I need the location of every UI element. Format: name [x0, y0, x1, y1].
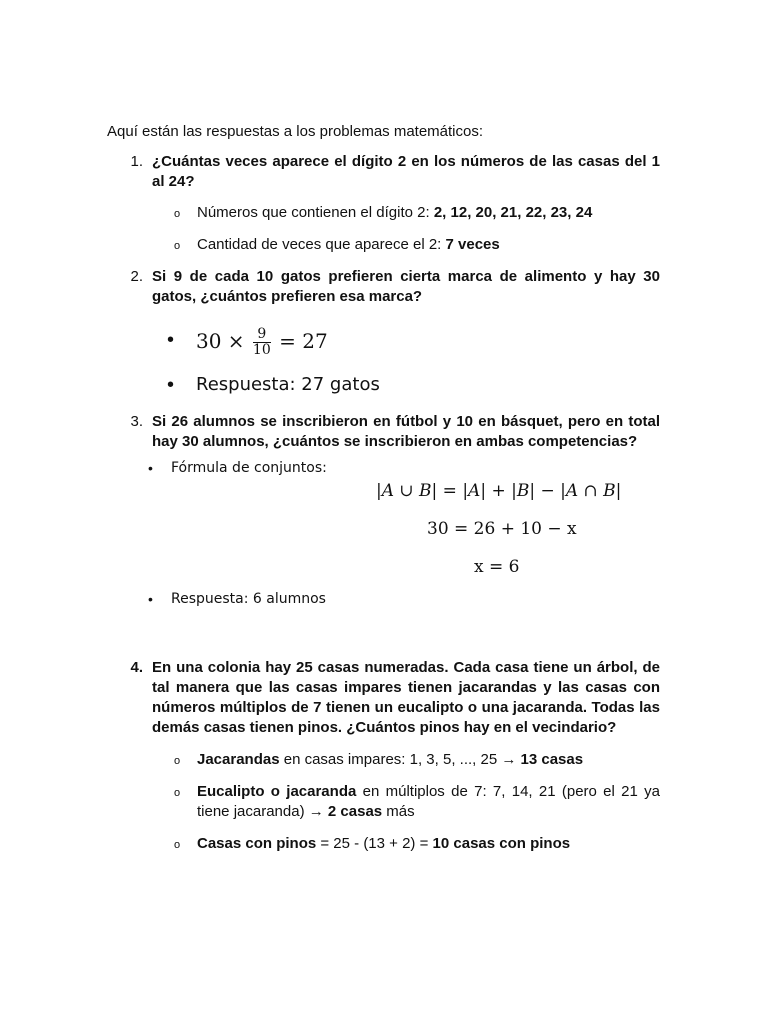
q1-item-digits — [197, 203, 592, 223]
q4-item3-text: = 25 - (13 + 2) = — [316, 835, 433, 852]
q2-formula-left: 30 × — [196, 329, 251, 353]
q3-equation-2: 30 = 26 + 10 − x — [427, 519, 577, 539]
q3-equation-3: x = 6 — [474, 557, 520, 577]
q1-number: 1. — [130, 153, 143, 170]
q1-item-count — [197, 235, 500, 255]
q2-formula-right: = 27 — [272, 329, 328, 353]
circle-bullet-icon: o — [174, 839, 181, 851]
q2-question: Si 9 de cada 10 gatos prefieren cierta marca de alimento y hay 30 gatos, ¿cuántos prefieren esa marca? — [152, 268, 660, 305]
bullet-dot-icon: • — [148, 591, 153, 607]
q3-answer: Respuesta: 6 alumnos — [171, 591, 326, 607]
circle-bullet-icon: o — [174, 787, 181, 799]
circle-bullet-icon: o — [174, 208, 181, 220]
q3-number: 3. — [130, 413, 143, 430]
q3-formula-label: Fórmula de conjuntos: — [171, 460, 327, 476]
q4-question: En una colonia hay 25 casas numeradas. Cada casa tiene un árbol, de tal manera que las casas impares tienen jacarandas y las casas con números múltiplos de 7 tienen un eucalipto o una jacaranda. Todas las demás casas tienen pinos. ¿Cuántos pinos hay en el vecindario? — [152, 659, 660, 736]
q4-item3-value: 10 casas con pinos — [432, 835, 571, 852]
q4-item-pinos — [197, 834, 660, 854]
q2-fraction — [253, 327, 271, 358]
q4-item2-text: en múltiplos de 7: 7, 14, 21 (pero el 21 ya tiene jacaranda) → — [197, 783, 660, 820]
q3-equation-1: |A ∪ B| = |A| + |B| − |A ∩ B| — [376, 481, 622, 501]
q1-item2-label: Cantidad de veces que aparece el 2: — [197, 236, 446, 253]
q1-item1-label: Números que contienen el dígito 2: — [197, 204, 434, 221]
q1-item2-value: 7 veces — [445, 236, 500, 253]
q2-formula — [196, 324, 328, 358]
q2-frac-den: 10 — [252, 342, 271, 358]
q4-item2-bold: Eucalipto o jacaranda — [197, 783, 357, 800]
q4-item-jacarandas — [197, 750, 660, 770]
bullet-dot-icon: • — [148, 460, 153, 476]
q2-frac-num: 9 — [253, 327, 271, 343]
q4-item1-text: en casas impares: 1, 3, 5, ..., 25 → — [279, 751, 521, 768]
q2-answer: Respuesta: 27 gatos — [196, 374, 380, 395]
q4-item1-bold: Jacarandas — [197, 751, 280, 768]
circle-bullet-icon: o — [174, 240, 181, 252]
q3-question: Si 26 alumnos se inscribieron en fútbol y 10 en básquet, pero en total hay 30 alumnos, ¿cuántos se inscribieron en ambas competencias? — [152, 413, 660, 450]
bullet-dot-icon: • — [167, 374, 175, 396]
q4-item3-bold: Casas con pinos — [197, 835, 317, 852]
intro-text: Aquí están las respuestas a los problemas matemáticos: — [107, 123, 484, 140]
q4-item1-value: 13 casas — [520, 751, 584, 768]
circle-bullet-icon: o — [174, 755, 181, 767]
q4-number: 4. — [130, 659, 143, 676]
bullet-dot-icon: • — [167, 329, 175, 351]
q4-item2-tail: más — [382, 803, 415, 820]
q4-item2-value: 2 casas — [327, 803, 383, 820]
q1-question: ¿Cuántas veces aparece el dígito 2 en los números de las casas del 1 al 24? — [152, 153, 660, 190]
q1-item1-value: 2, 12, 20, 21, 22, 23, 24 — [433, 204, 593, 221]
q4-item-eucalipto — [197, 782, 660, 822]
q2-number: 2. — [130, 268, 143, 285]
